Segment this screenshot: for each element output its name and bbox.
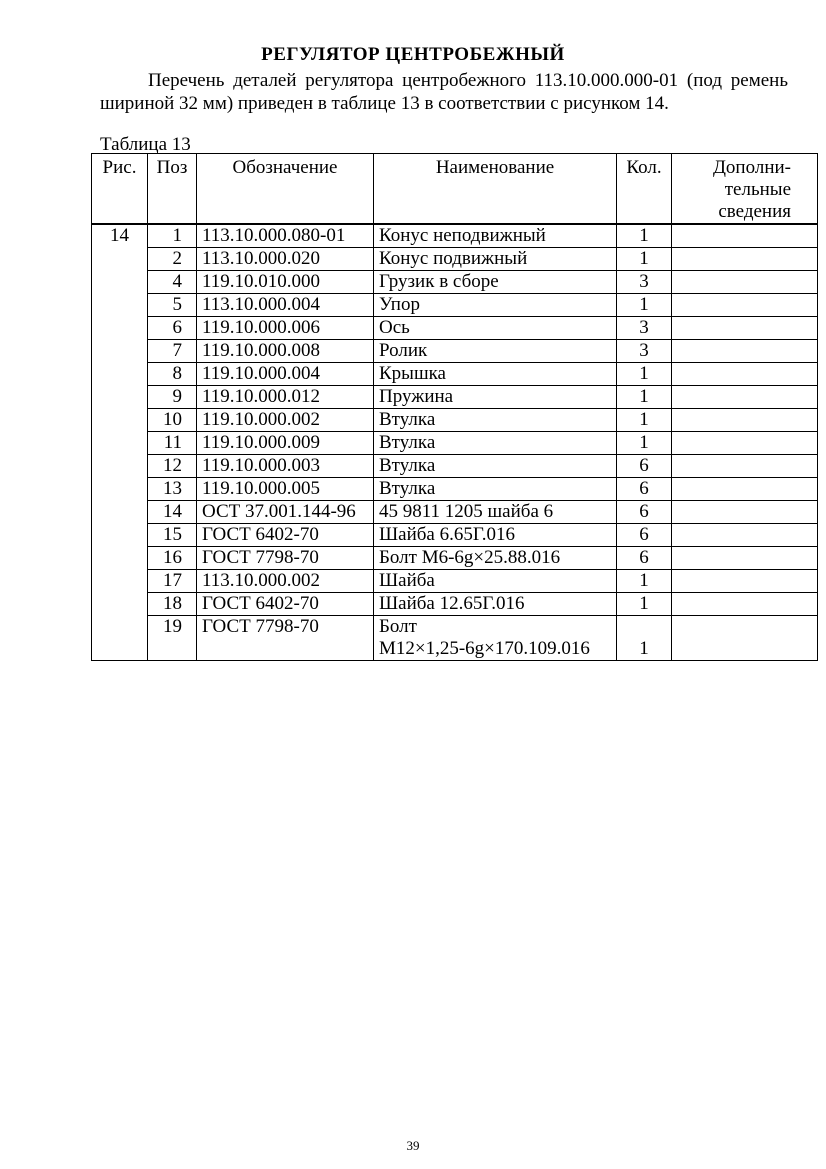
cell-poz: 11 [148, 432, 197, 455]
cell-qty: 1 [617, 593, 672, 616]
cell-dop [672, 524, 818, 547]
cell-qty: 1 [617, 616, 672, 661]
cell-qty: 1 [617, 224, 672, 248]
header-dop-line3: сведения [718, 201, 791, 222]
table-row [92, 455, 818, 478]
cell-code: ГОСТ 7798-70 [197, 616, 374, 661]
cell-dop [672, 363, 818, 386]
cell-name: Упор [374, 294, 617, 317]
document-title: РЕГУЛЯТОР ЦЕНТРОБЕЖНЫЙ [261, 44, 565, 65]
cell-code: ГОСТ 6402-70 [197, 524, 374, 547]
cell-qty: 1 [617, 248, 672, 271]
header-oboznachenie: Обозначение [197, 154, 374, 225]
parts-table [91, 153, 818, 661]
cell-figure: 14 [92, 224, 148, 661]
intro-text: Перечень деталей регулятора центробежного 113.10.000.000-01 (под ремень шириной 32 мм) приведен в таблице 13 в соответствии с рисунком 14. [100, 70, 788, 114]
cell-poz: 9 [148, 386, 197, 409]
cell-code: 119.10.000.009 [197, 432, 374, 455]
cell-name: Конус подвижный [374, 248, 617, 271]
cell-name: Втулка [374, 455, 617, 478]
cell-name: Шайба 6.65Г.016 [374, 524, 617, 547]
table-row [92, 547, 818, 570]
cell-name: Конус неподвижный [374, 224, 617, 248]
intro-paragraph [100, 70, 788, 115]
table-row [92, 386, 818, 409]
cell-dop [672, 455, 818, 478]
cell-code: 119.10.000.005 [197, 478, 374, 501]
cell-poz: 14 [148, 501, 197, 524]
cell-code: 113.10.000.002 [197, 570, 374, 593]
cell-code: 119.10.000.004 [197, 363, 374, 386]
header-dop-line1: Дополни- [712, 157, 791, 178]
cell-name-line2: М12×1,25-6g×170.109.016 [379, 638, 590, 659]
cell-dop [672, 478, 818, 501]
cell-poz: 4 [148, 271, 197, 294]
cell-dop [672, 340, 818, 363]
cell-qty: 1 [617, 294, 672, 317]
cell-name-line1: Болт [379, 616, 417, 637]
cell-dop [672, 248, 818, 271]
cell-code: ОСТ 37.001.144-96 [197, 501, 374, 524]
cell-qty: 3 [617, 271, 672, 294]
cell-dop [672, 224, 818, 248]
cell-poz: 13 [148, 478, 197, 501]
table-row [92, 340, 818, 363]
cell-dop [672, 294, 818, 317]
cell-dop [672, 501, 818, 524]
cell-qty: 1 [617, 432, 672, 455]
cell-name: Втулка [374, 478, 617, 501]
table-row [92, 501, 818, 524]
cell-poz: 2 [148, 248, 197, 271]
table-header-row [92, 154, 818, 225]
cell-dop [672, 593, 818, 616]
cell-dop [672, 271, 818, 294]
cell-qty: 3 [617, 340, 672, 363]
header-dop-line2: тельные [724, 179, 791, 200]
table-row [92, 432, 818, 455]
cell-code: 113.10.000.080-01 [197, 224, 374, 248]
table-row [92, 409, 818, 432]
cell-poz: 5 [148, 294, 197, 317]
cell-code: 119.10.000.012 [197, 386, 374, 409]
cell-name: Грузик в сборе [374, 271, 617, 294]
table-caption: Таблица 13 [100, 134, 191, 155]
table-row [92, 271, 818, 294]
header-kol: Кол. [617, 154, 672, 225]
table-row [92, 248, 818, 271]
cell-name: Втулка [374, 432, 617, 455]
cell-name [374, 616, 617, 661]
cell-qty: 3 [617, 317, 672, 340]
cell-dop [672, 386, 818, 409]
cell-code: 119.10.010.000 [197, 271, 374, 294]
cell-code: 119.10.000.002 [197, 409, 374, 432]
cell-poz: 7 [148, 340, 197, 363]
header-poz: Поз [148, 154, 197, 225]
cell-name: Ось [374, 317, 617, 340]
cell-poz: 17 [148, 570, 197, 593]
cell-code: 113.10.000.020 [197, 248, 374, 271]
cell-code: 119.10.000.006 [197, 317, 374, 340]
cell-poz: 16 [148, 547, 197, 570]
header-dop [672, 154, 818, 225]
cell-name: Ролик [374, 340, 617, 363]
table-row [92, 570, 818, 593]
cell-qty: 1 [617, 409, 672, 432]
cell-poz: 19 [148, 616, 197, 661]
table-row [92, 317, 818, 340]
cell-qty: 6 [617, 455, 672, 478]
cell-code: 113.10.000.004 [197, 294, 374, 317]
cell-name: Крышка [374, 363, 617, 386]
cell-name: Пружина [374, 386, 617, 409]
cell-poz: 15 [148, 524, 197, 547]
parts-table-body [92, 224, 818, 661]
cell-poz: 10 [148, 409, 197, 432]
table-row [92, 294, 818, 317]
table-row [92, 363, 818, 386]
cell-dop [672, 616, 818, 661]
cell-poz: 6 [148, 317, 197, 340]
cell-dop [672, 570, 818, 593]
table-row [92, 524, 818, 547]
cell-name: 45 9811 1205 шайба 6 [374, 501, 617, 524]
cell-qty: 6 [617, 478, 672, 501]
cell-dop [672, 432, 818, 455]
cell-code: 119.10.000.008 [197, 340, 374, 363]
cell-name: Втулка [374, 409, 617, 432]
cell-code: ГОСТ 6402-70 [197, 593, 374, 616]
cell-qty: 1 [617, 386, 672, 409]
header-naimenovanie: Наименование [374, 154, 617, 225]
cell-qty: 6 [617, 547, 672, 570]
cell-name: Болт М6-6g×25.88.016 [374, 547, 617, 570]
table-row [92, 224, 818, 248]
cell-qty: 1 [617, 570, 672, 593]
page-number: 39 [406, 1138, 420, 1153]
cell-qty: 6 [617, 524, 672, 547]
table-row [92, 616, 818, 661]
cell-qty: 6 [617, 501, 672, 524]
table-row [92, 478, 818, 501]
cell-dop [672, 547, 818, 570]
cell-poz: 8 [148, 363, 197, 386]
cell-name: Шайба [374, 570, 617, 593]
cell-name: Шайба 12.65Г.016 [374, 593, 617, 616]
cell-poz: 18 [148, 593, 197, 616]
cell-poz: 12 [148, 455, 197, 478]
cell-code: ГОСТ 7798-70 [197, 547, 374, 570]
cell-dop [672, 317, 818, 340]
cell-poz: 1 [148, 224, 197, 248]
table-row [92, 593, 818, 616]
cell-code: 119.10.000.003 [197, 455, 374, 478]
cell-qty: 1 [617, 363, 672, 386]
cell-dop [672, 409, 818, 432]
header-ris: Рис. [92, 154, 148, 225]
